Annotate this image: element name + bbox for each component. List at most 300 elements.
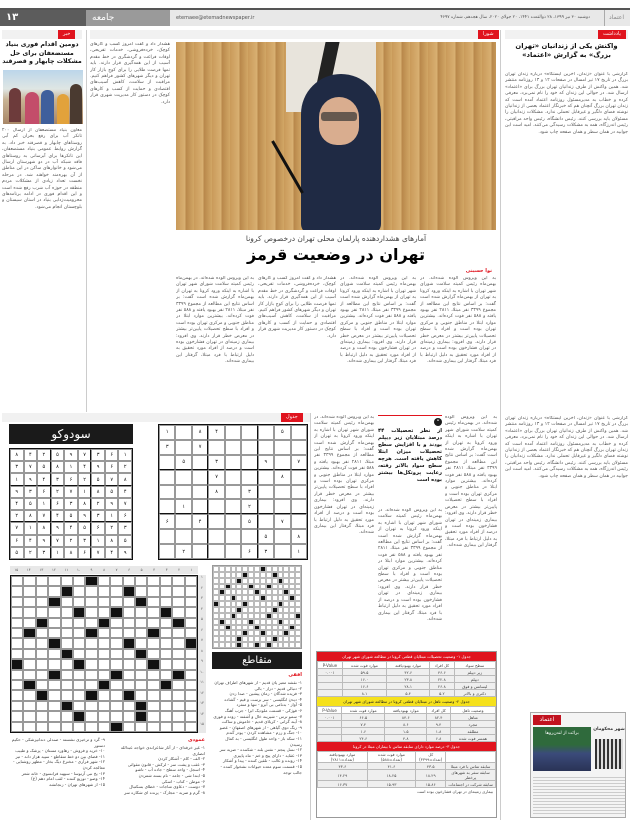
crossword-cell[interactable] [135, 659, 147, 669]
crossword-cell[interactable] [85, 680, 97, 690]
crossword-cell[interactable] [98, 722, 110, 732]
crossword-cell[interactable] [85, 659, 97, 669]
crossword-cell[interactable] [73, 680, 85, 690]
crossword-cell[interactable] [61, 680, 73, 690]
crossword-cell[interactable] [61, 576, 73, 586]
crossword-cell[interactable] [160, 722, 172, 732]
crossword-cell[interactable] [73, 618, 85, 628]
sudoku-cell[interactable] [241, 529, 257, 544]
crossword-cell[interactable] [73, 690, 85, 700]
crossword-cell[interactable] [110, 638, 122, 648]
crossword-cell[interactable] [23, 722, 35, 732]
sudoku-cell[interactable]: ۲ [241, 499, 257, 514]
crossword-cell[interactable] [123, 628, 135, 638]
sudoku-cell[interactable] [208, 499, 224, 514]
crossword-cell[interactable] [73, 586, 85, 596]
sudoku-puzzle-grid[interactable] [158, 424, 308, 560]
crossword-cell[interactable] [160, 701, 172, 711]
sudoku-cell[interactable] [192, 455, 208, 470]
crossword-cell[interactable] [98, 659, 110, 669]
crossword-cell[interactable] [160, 670, 172, 680]
crossword-cell[interactable] [110, 628, 122, 638]
crossword-cell[interactable] [11, 649, 23, 659]
crossword-cell[interactable] [185, 586, 197, 596]
sudoku-cell: ۴ [24, 535, 38, 547]
sudoku-cell[interactable] [225, 544, 241, 559]
crossword-cell[interactable] [36, 576, 48, 586]
crossword-cell[interactable] [135, 670, 147, 680]
newspaper-thumbnail[interactable] [530, 712, 626, 818]
crossword-cell[interactable] [135, 618, 147, 628]
crossword-cell[interactable] [185, 659, 197, 669]
crossword-cell[interactable] [160, 597, 172, 607]
sudoku-cell[interactable] [241, 425, 257, 440]
crossword-cell[interactable] [23, 649, 35, 659]
sudoku-cell[interactable] [192, 499, 208, 514]
sudoku-cell[interactable]: ۵ [274, 425, 290, 440]
crossword-cell[interactable] [36, 711, 48, 721]
crossword-cell[interactable] [135, 638, 147, 648]
crossword-cell[interactable] [172, 586, 184, 596]
sudoku-cell[interactable] [208, 529, 224, 544]
sudoku-cell: ۲ [24, 547, 38, 559]
crossword-cell[interactable] [160, 649, 172, 659]
crossword-cell[interactable] [48, 680, 60, 690]
crossword-cell[interactable] [48, 649, 60, 659]
crossword-cell[interactable] [160, 690, 172, 700]
crossword-cell[interactable] [23, 607, 35, 617]
crossword-cell[interactable] [11, 722, 23, 732]
sudoku-cell[interactable] [208, 544, 224, 559]
sudoku-cell[interactable]: ۴ [192, 514, 208, 529]
crossword-cell[interactable] [23, 576, 35, 586]
crossword-cell[interactable] [147, 607, 159, 617]
crossword-cell[interactable] [85, 586, 97, 596]
sudoku-cell[interactable]: ۵ [258, 529, 274, 544]
crossword-cell[interactable] [123, 701, 135, 711]
sudoku-cell[interactable]: ۳ [241, 485, 257, 500]
sudoku-cell[interactable]: ۹ [258, 455, 274, 470]
sudoku-cell[interactable] [159, 529, 175, 544]
crossword-cell[interactable] [172, 649, 184, 659]
sudoku-cell[interactable] [192, 544, 208, 559]
crossword-cell[interactable] [123, 722, 135, 732]
crossword-cell[interactable] [48, 659, 60, 669]
crossword-cell[interactable] [123, 607, 135, 617]
sudoku-cell[interactable] [291, 470, 307, 485]
crossword-cell[interactable] [98, 576, 110, 586]
sudoku-cell[interactable] [225, 470, 241, 485]
crossword-cell[interactable] [123, 576, 135, 586]
crossword-cell[interactable] [110, 690, 122, 700]
table-cell: سابقه سفر به شهرهای پرخطر [446, 770, 496, 781]
crossword-cell[interactable] [36, 638, 48, 648]
sudoku-cell[interactable] [159, 485, 175, 500]
sudoku-cell[interactable] [291, 425, 307, 440]
crossword-cell[interactable] [135, 680, 147, 690]
right-note-title[interactable]: واکنش یکی از زندانیان «تهران بزرگ» به گزارش «اعتماد» [515, 42, 618, 59]
crossword-cell[interactable] [123, 649, 135, 659]
sudoku-cell[interactable] [225, 485, 241, 500]
crossword-cell[interactable] [185, 628, 197, 638]
crossword-cell[interactable] [36, 680, 48, 690]
crossword-cell[interactable] [11, 586, 23, 596]
crossword-cell[interactable] [98, 690, 110, 700]
crossword-cell[interactable] [73, 576, 85, 586]
crossword-cell[interactable] [123, 711, 135, 721]
crossword-cell[interactable] [147, 597, 159, 607]
crossword-cell[interactable] [172, 659, 184, 669]
crossword-cell[interactable] [185, 597, 197, 607]
clue: ۸- آینه گرانی - کربلای قدیم - خاموش و ساکت [221, 719, 302, 725]
sudoku-cell[interactable] [175, 425, 191, 440]
sudoku-cell[interactable] [291, 485, 307, 500]
crossword-cell[interactable] [147, 576, 159, 586]
crossword-cell[interactable] [185, 576, 197, 586]
sudoku-cell[interactable] [258, 499, 274, 514]
sudoku-cell[interactable] [159, 499, 175, 514]
crossword-cell[interactable] [85, 597, 97, 607]
sudoku-cell[interactable]: ۷ [192, 440, 208, 455]
crossword-cell[interactable] [110, 701, 122, 711]
crossword-cell[interactable] [48, 607, 60, 617]
sudoku-cell[interactable] [159, 470, 175, 485]
crossword-cell[interactable] [172, 680, 184, 690]
crossword-cell[interactable] [85, 649, 97, 659]
crossword-cell[interactable] [73, 628, 85, 638]
crossword-cell[interactable] [23, 690, 35, 700]
left-news-title[interactable]: دومین اقدام فوری بنیاد مستضعفان برای حل مشکلات چابهار و قصرقند [2, 41, 82, 65]
sudoku-cell[interactable] [175, 485, 191, 500]
crossword-cell[interactable] [36, 659, 48, 669]
sudoku-cell[interactable]: ۸ [208, 485, 224, 500]
sudoku-cell[interactable]: ۳ [159, 440, 175, 455]
crossword-cell[interactable] [61, 628, 73, 638]
crossword-cell[interactable] [147, 670, 159, 680]
main-side-text: هشدار داد و گفت امروز کسب و کارهای کوچک، خرده‌فروشی، خدمات تفریحی، اوقات فراغت و گردشگری در خط مقدم آسیب از این همه‌گیری قرار دارند. باید تمها فرصت طلایی را برای کوچ بازار کار تهران و دیگر شهرهای کشور فراهم کنیم. مراقبت از سلامت، کاهش آسیب‌های اقتصادی و حمایت از کسب و کارهای کوچک در دستور کار مدیریت شهری قرار دارد. [90, 42, 170, 105]
crossword-cell[interactable] [23, 586, 35, 596]
crossword-cell[interactable] [185, 680, 197, 690]
crossword-cell[interactable] [185, 701, 197, 711]
crossword-cell[interactable] [48, 586, 60, 596]
crossword-cell[interactable] [85, 701, 97, 711]
crossword-cell[interactable] [61, 597, 73, 607]
email[interactable]: etemaee@etemadnewspaper.ir [176, 15, 255, 21]
crossword-cell[interactable] [110, 711, 122, 721]
crossword-cell[interactable] [48, 701, 60, 711]
sudoku-cell[interactable] [274, 485, 290, 500]
sudoku-cell[interactable] [274, 529, 290, 544]
table-cell: ۰.۰۰۱ [318, 669, 343, 676]
sudoku-cell: ۳ [118, 522, 132, 534]
crossword-cell[interactable] [73, 722, 85, 732]
crossword-cell[interactable] [36, 670, 48, 680]
crossword-cell[interactable] [185, 722, 197, 732]
sudoku-cell[interactable] [291, 440, 307, 455]
sudoku-cell[interactable] [225, 514, 241, 529]
crossword-cell[interactable] [11, 638, 23, 648]
crossword-cell[interactable] [61, 638, 73, 648]
crossword-cell[interactable] [48, 576, 60, 586]
crossword-grid[interactable] [10, 575, 198, 733]
crossword-cell[interactable] [23, 638, 35, 648]
crossword-cell[interactable] [123, 618, 135, 628]
crossword-cell[interactable] [11, 670, 23, 680]
sudoku-cell[interactable] [225, 529, 241, 544]
crossword-cell[interactable] [73, 670, 85, 680]
table-cell: وضعیت تاهل [450, 707, 495, 714]
sudoku-cell[interactable] [208, 440, 224, 455]
crossword-cell[interactable] [172, 690, 184, 700]
sudoku-cell[interactable] [192, 470, 208, 485]
sudoku-cell[interactable] [274, 544, 290, 559]
sudoku-cell[interactable]: ۱ [175, 499, 191, 514]
sudoku-cell[interactable] [192, 485, 208, 500]
crossword-cell[interactable] [98, 670, 110, 680]
sudoku-cell[interactable]: ۶ [241, 544, 257, 559]
crossword-cell[interactable] [172, 722, 184, 732]
crossword-cell[interactable] [147, 586, 159, 596]
crossword-cell[interactable] [48, 711, 60, 721]
sudoku-cell[interactable] [241, 470, 257, 485]
crossword-cell[interactable] [172, 607, 184, 617]
sudoku-cell[interactable] [159, 544, 175, 559]
crossword-cell[interactable] [160, 638, 172, 648]
crossword-cell[interactable] [98, 586, 110, 596]
crossword-cell[interactable] [135, 586, 147, 596]
sudoku-cell[interactable] [225, 455, 241, 470]
sudoku-cell[interactable] [274, 440, 290, 455]
crossword-cell[interactable] [73, 638, 85, 648]
sudoku-cell[interactable] [175, 514, 191, 529]
crossword-cell[interactable] [98, 607, 110, 617]
crossword-cell[interactable] [147, 722, 159, 732]
crossword-cell[interactable] [123, 680, 135, 690]
sudoku-cell[interactable]: ۴ [208, 425, 224, 440]
crossword-black-cell [98, 680, 110, 690]
crossword-cell[interactable] [110, 680, 122, 690]
table-row [318, 728, 496, 735]
crossword-cell[interactable] [11, 680, 23, 690]
crossword-cell[interactable] [185, 670, 197, 680]
crossword-cell[interactable] [11, 711, 23, 721]
crossword-cell[interactable] [11, 618, 23, 628]
crossword-cell[interactable] [98, 711, 110, 721]
sudoku-cell: ۵ [118, 535, 132, 547]
sudoku-cell[interactable] [258, 425, 274, 440]
sudoku-cell[interactable] [175, 529, 191, 544]
crossword-cell[interactable] [135, 607, 147, 617]
crossword-cell[interactable] [172, 701, 184, 711]
crossword-cell[interactable] [61, 690, 73, 700]
table-cell: ۴۶.۶ [430, 669, 454, 676]
crossword-cell[interactable] [73, 597, 85, 607]
crossword-cell[interactable] [147, 701, 159, 711]
crossword-cell[interactable] [23, 659, 35, 669]
crossword-cell[interactable] [36, 701, 48, 711]
crossword-cell[interactable] [135, 576, 147, 586]
crossword-cell[interactable] [11, 597, 23, 607]
sudoku-cell[interactable]: ۷ [208, 470, 224, 485]
crossword-cell[interactable] [123, 597, 135, 607]
main-title[interactable]: تهران در وضعیت قرمز [247, 245, 425, 264]
crossword-cell[interactable] [98, 597, 110, 607]
crossword-cell[interactable] [85, 607, 97, 617]
sudoku-cell[interactable] [241, 440, 257, 455]
sudoku-cell: ۶ [105, 449, 119, 461]
sudoku-cell[interactable]: ۷ [291, 455, 307, 470]
sudoku-cell[interactable]: ۷ [274, 514, 290, 529]
main-body-col-2: به این ویروس آلوده شده‌اند. در بهمن‌ماه رئیس کمیته سلامت شورای شهر تهران با اشاره به اینکه ورود کرونا به تهران از بهمن‌ماه گزارش شده است گفت: بر اساس نتایج این مطالعه از مجموع ۳۳۹۹ نفر مبتلا، ۲۸۱۱ نفر بهبود یافته و ۵۸۸ نفر فوت کرده‌اند. بیشترین موارد ابتلا در مناطق جنوبی و مرکزی تهران بوده است و افراد با سطح تحصیلات پایین‌تر بیشتر در معرض خطر قرار دارند. وی افزود: بیماری زمینه‌ای در تهران فشارخون بوده است و درصد از افراد مورد تحقیق به دلیل ارتباط با فرد مبتلا، گرفتار این بیماری شده‌اند. [340, 276, 416, 365]
crossword-cell[interactable] [147, 618, 159, 628]
crossword-cell[interactable] [11, 690, 23, 700]
crossword-cell[interactable] [36, 649, 48, 659]
crossword-cell[interactable] [23, 711, 35, 721]
crossword-cell[interactable] [73, 701, 85, 711]
crossword-cell[interactable] [110, 586, 122, 596]
crossword-cell[interactable] [98, 649, 110, 659]
crossword-cell[interactable] [36, 722, 48, 732]
crossword-cell[interactable] [48, 690, 60, 700]
sudoku-cell[interactable]: ۶ [159, 514, 175, 529]
crossword-cell[interactable] [135, 722, 147, 732]
sudoku-cell[interactable]: ۱ [159, 425, 175, 440]
crossword-cell[interactable] [98, 701, 110, 711]
crossword-cell[interactable] [85, 711, 97, 721]
sudoku-cell[interactable] [241, 455, 257, 470]
sudoku-cell[interactable]: ۸ [274, 470, 290, 485]
sudoku-cell[interactable] [274, 455, 290, 470]
crossword-cell[interactable] [48, 722, 60, 732]
crossword-cell[interactable] [85, 638, 97, 648]
sudoku-cell[interactable] [192, 529, 208, 544]
crossword-cell[interactable] [160, 618, 172, 628]
crossword-cell[interactable] [85, 722, 97, 732]
clue: ۶- فوژکی - قسمت ملودیک ابرا - جرب آهنگ [225, 707, 302, 713]
table-cell: موارد فوت شده [342, 662, 386, 669]
crossword-cell[interactable] [172, 711, 184, 721]
crossword-cell[interactable] [185, 649, 197, 659]
sudoku-cell: ۶ [10, 535, 24, 547]
crossword-cell[interactable] [172, 628, 184, 638]
sudoku-cell: ۷ [37, 510, 51, 522]
crossword-cell[interactable] [36, 628, 48, 638]
sudoku-cell[interactable]: ۳ [208, 455, 224, 470]
sudoku-cell: ۱ [10, 473, 24, 485]
crossword-cell[interactable] [135, 690, 147, 700]
sudoku-cell[interactable] [225, 425, 241, 440]
crossword-cell[interactable] [147, 690, 159, 700]
sudoku-cell[interactable] [258, 440, 274, 455]
sudoku-cell[interactable] [258, 514, 274, 529]
crossword-cell[interactable] [23, 701, 35, 711]
crossword-cell[interactable] [147, 680, 159, 690]
crossword-cell[interactable] [123, 659, 135, 669]
sudoku-cell[interactable]: ۸ [192, 425, 208, 440]
crossword-cell[interactable] [147, 649, 159, 659]
crossword-cell[interactable] [110, 576, 122, 586]
sudoku-cell[interactable]: ۲ [175, 544, 191, 559]
crossword-cell[interactable] [160, 586, 172, 596]
crossword-cell[interactable] [36, 607, 48, 617]
crossword-cell[interactable] [185, 690, 197, 700]
crossword-cell[interactable] [110, 597, 122, 607]
crossword-cell[interactable] [172, 638, 184, 648]
sudoku-cell[interactable] [258, 470, 274, 485]
crossword-cell[interactable] [48, 628, 60, 638]
crossword-cell[interactable] [110, 649, 122, 659]
crossword-cell[interactable] [11, 607, 23, 617]
crossword-cell[interactable] [73, 649, 85, 659]
sudoku-cell[interactable] [159, 455, 175, 470]
crossword-cell[interactable] [147, 638, 159, 648]
crossword-cell[interactable] [36, 586, 48, 596]
sudoku-cell[interactable] [175, 440, 191, 455]
sudoku-cell[interactable] [225, 499, 241, 514]
crossword-cell[interactable] [85, 618, 97, 628]
crossword-cell[interactable] [23, 670, 35, 680]
sudoku-cell[interactable]: ۵ [175, 455, 191, 470]
crossword-cell[interactable] [11, 576, 23, 586]
crossword-cell[interactable] [172, 576, 184, 586]
crossword-cell[interactable] [61, 711, 73, 721]
crossword-cell[interactable] [135, 628, 147, 638]
crossword-cell[interactable] [11, 628, 23, 638]
crossword-column-number: ۱۳ [39, 568, 44, 572]
crossword-cell[interactable] [185, 711, 197, 721]
crossword-cell[interactable] [185, 607, 197, 617]
crossword-cell[interactable] [98, 638, 110, 648]
crossword-cell[interactable] [123, 670, 135, 680]
crossword-cell[interactable] [48, 618, 60, 628]
sudoku-cell[interactable] [274, 499, 290, 514]
crossword-cell[interactable] [61, 618, 73, 628]
sudoku-cell: ۸ [91, 486, 105, 498]
crossword-cell[interactable] [172, 597, 184, 607]
crossword-cell[interactable] [160, 659, 172, 669]
sudoku-cell[interactable] [208, 514, 224, 529]
sudoku-cell[interactable] [175, 470, 191, 485]
crossword-cell[interactable] [85, 670, 97, 680]
crossword-cell[interactable] [160, 628, 172, 638]
sudoku-cell[interactable]: ۱ [291, 544, 307, 559]
sudoku-cell[interactable] [258, 485, 274, 500]
crossword-cell[interactable] [147, 711, 159, 721]
sudoku-cell[interactable] [225, 440, 241, 455]
crossword-cell[interactable] [160, 576, 172, 586]
sudoku-cell[interactable]: ۵ [241, 514, 257, 529]
crossword-cell[interactable] [160, 711, 172, 721]
crossword-cell[interactable] [36, 597, 48, 607]
crossword-cell[interactable] [185, 618, 197, 628]
crossword-cell[interactable] [11, 701, 23, 711]
crossword-cell[interactable] [110, 618, 122, 628]
sudoku-cell[interactable]: ۳ [258, 544, 274, 559]
sudoku-cell[interactable] [291, 514, 307, 529]
crossword-cell[interactable] [61, 659, 73, 669]
clue: ۲- الف - کام - آشکار کردن [158, 756, 205, 762]
sudoku-cell[interactable] [291, 499, 307, 514]
crossword-cell[interactable] [23, 597, 35, 607]
crossword-black-cell [135, 597, 147, 607]
crossword-cell[interactable] [110, 659, 122, 669]
crossword-cell[interactable] [61, 670, 73, 680]
sudoku-cell[interactable]: ۸ [291, 529, 307, 544]
crossword-cell[interactable] [23, 618, 35, 628]
crossword-cell[interactable] [98, 628, 110, 638]
crossword-cell[interactable] [61, 722, 73, 732]
crossword-cell[interactable] [61, 607, 73, 617]
